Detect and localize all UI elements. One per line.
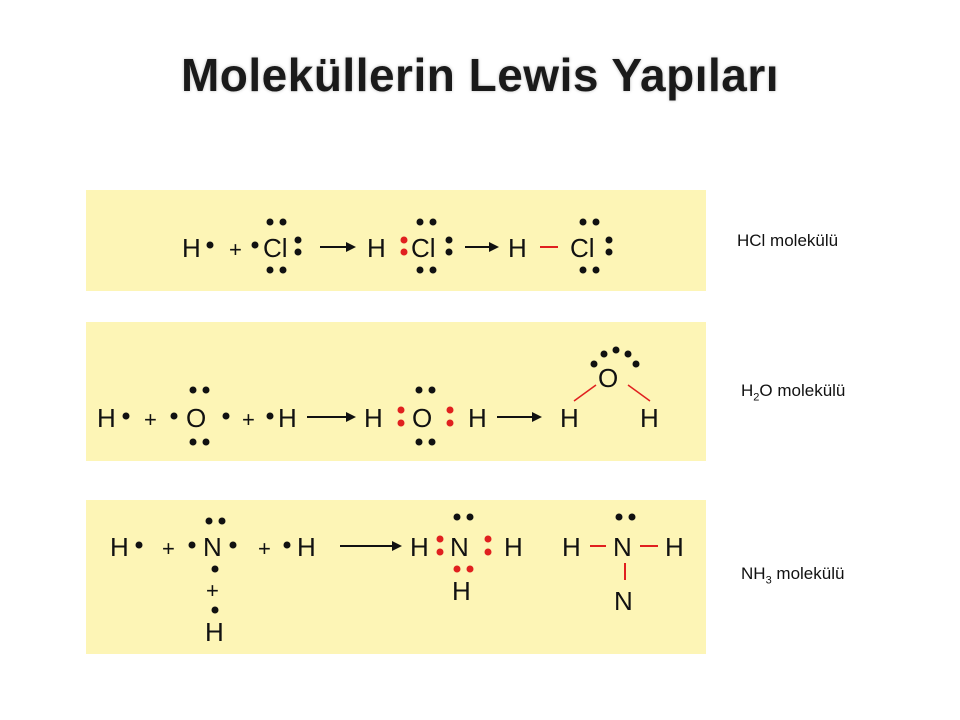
electron-dot [267,267,274,274]
electron-dot [446,249,453,256]
plus-sign: + [206,578,219,603]
plus-sign: + [258,536,271,561]
atom-n: N [614,586,633,616]
electron-dot [252,242,259,249]
electron-dot [616,514,623,521]
electron-dot [206,518,213,525]
reaction-arrow-head [392,541,402,551]
electron-dot [189,542,196,549]
atom-o: O [412,403,433,433]
reaction-arrow-head [489,242,499,252]
electron-dot [593,267,600,274]
atom-h: H [640,403,659,433]
atom-h: H [468,403,487,433]
atom-h: H [364,403,383,433]
covalent-bond [574,385,596,401]
electron-dot [190,387,197,394]
electron-dot [203,439,210,446]
atom-h: H [182,233,201,263]
shared-electron-dot [398,407,405,414]
atom-h: H [665,532,684,562]
electron-dot [207,242,214,249]
atom-h: H [278,403,297,433]
electron-dot [219,518,226,525]
electron-dot [429,387,436,394]
atom-n: N [203,532,222,562]
plus-sign: + [229,237,242,262]
electron-dot [203,387,210,394]
atom-h: H [504,532,523,562]
atom-cl: Cl [411,233,436,263]
shared-electron-dot [485,536,492,543]
atom-h: H [410,532,429,562]
electron-dot [267,219,274,226]
atom-h: H [560,403,579,433]
nh3-reaction [110,514,684,648]
reaction-arrow-head [346,242,356,252]
page-title: Moleküllerin Lewis Yapıları [180,49,780,101]
electron-dot [613,347,620,354]
covalent-bond [628,385,650,401]
electron-dot [601,351,608,358]
electron-dot [223,413,230,420]
h2o-label: $H_2O$ molekülü [741,381,846,404]
electron-dot [467,514,474,521]
h2o-reaction [97,347,659,446]
electron-dot [284,542,291,549]
atom-h: H [508,233,527,263]
electron-dot [416,387,423,394]
electron-dot [625,351,632,358]
atom-o: O [186,403,207,433]
electron-dot [606,237,613,244]
reaction-arrow-head [346,412,356,422]
shared-electron-dot [401,249,408,256]
electron-dot [212,566,219,573]
electron-dot [212,607,219,614]
atom-h: H [367,233,386,263]
shared-electron-dot [437,536,444,543]
electron-dot [430,267,437,274]
atom-cl: Cl [570,233,595,263]
electron-dot [295,237,302,244]
electron-dot [629,514,636,521]
plus-sign: + [144,407,157,432]
atom-h: H [562,532,581,562]
electron-dot [190,439,197,446]
electron-dot [633,361,640,368]
shared-electron-dot [447,407,454,414]
electron-dot [454,514,461,521]
atom-n: N [613,532,632,562]
electron-dot [580,219,587,226]
electron-dot [591,361,598,368]
plus-sign: + [242,407,255,432]
electron-dot [429,439,436,446]
electron-dot [123,413,130,420]
electron-dot [295,249,302,256]
electron-dot [606,249,613,256]
hcl-reaction [182,219,613,274]
electron-dot [280,219,287,226]
electron-dot [136,542,143,549]
hcl-label: HCl molekülü [737,231,839,250]
electron-dot [416,439,423,446]
nh3-label: $NH_3$ molekülü [741,564,845,587]
electron-dot [593,219,600,226]
atom-h: H [297,532,316,562]
shared-electron-dot [467,566,474,573]
atom-o: O [598,363,619,393]
atom-n: N [450,532,469,562]
shared-electron-dot [485,549,492,556]
atom-cl: Cl [263,233,288,263]
shared-electron-dot [398,420,405,427]
shared-electron-dot [401,237,408,244]
shared-electron-dot [454,566,461,573]
electron-dot [430,219,437,226]
electron-dot [580,267,587,274]
electron-dot [280,267,287,274]
electron-dot [171,413,178,420]
shared-electron-dot [437,549,444,556]
reaction-arrow-head [532,412,542,422]
atom-h: H [452,576,471,606]
atom-h: H [110,532,129,562]
electron-dot [446,237,453,244]
shared-electron-dot [447,420,454,427]
atom-h: H [205,617,224,647]
plus-sign: + [162,536,175,561]
electron-dot [230,542,237,549]
electron-dot [267,413,274,420]
electron-dot [417,267,424,274]
atom-h: H [97,403,116,433]
electron-dot [417,219,424,226]
